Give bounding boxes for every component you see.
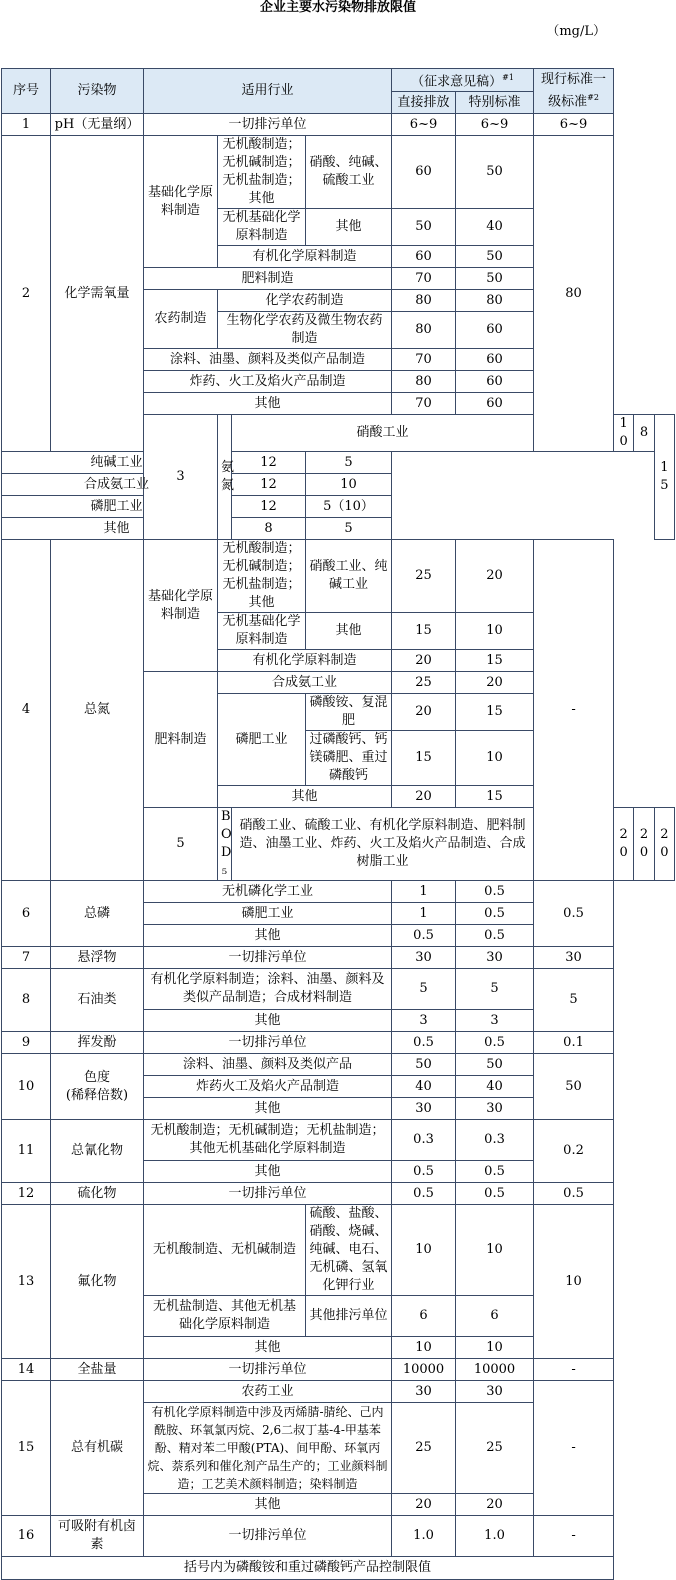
cell-direct: 20 [392, 694, 456, 731]
cell-special: 5 [456, 969, 534, 1010]
cell-industry: 硝酸工业、纯碱工业 [306, 540, 392, 613]
cell-industry: 无机基础化学原料制造 [218, 209, 306, 246]
header-row [2, 69, 675, 92]
cell-special: 5 [306, 452, 392, 474]
cell-industry: 肥料制造 [144, 672, 218, 808]
cell-industry: 其他 [306, 613, 392, 650]
cell-direct: 80 [392, 371, 456, 393]
cell-seq: 13 [2, 1205, 51, 1359]
cell-industry: 磷肥工业 [2, 496, 232, 518]
cell-direct: 6 [392, 1296, 456, 1337]
cell-direct: 15 [392, 731, 456, 786]
footnote-row [2, 1557, 675, 1580]
cell-direct: 50 [392, 209, 456, 246]
cell-special: 20 [634, 808, 654, 881]
cell-industry: 有机化学原料制造；涂料、油墨、颜料及类似产品制造；合成材料制造 [144, 969, 392, 1010]
cell-direct: 20 [392, 1494, 456, 1516]
cell-special: 3 [456, 1010, 534, 1032]
cell-special: 50 [456, 136, 534, 209]
cell-industry: 磷酸铵、复混肥 [306, 694, 392, 731]
cell-industry: 磷肥工业 [218, 694, 306, 786]
table-row [2, 1381, 675, 1403]
cell-pollutant: 石油类 [51, 969, 144, 1032]
cell-special: 50 [456, 246, 534, 268]
cell-direct: 0.3 [392, 1120, 456, 1161]
table-row [2, 1054, 675, 1076]
cell-current: 0.1 [534, 1032, 614, 1054]
cell-industry: 其他 [144, 1098, 392, 1120]
cell-seq: 11 [2, 1120, 51, 1183]
cell-special: 10 [456, 1337, 534, 1359]
cell-industry: 其他 [144, 1010, 392, 1032]
cell-pollutant: 总氮 [51, 540, 144, 881]
cell-special: 0.5 [456, 925, 534, 947]
cell-seq: 9 [2, 1032, 51, 1054]
cell-special: 15 [456, 650, 534, 672]
cell-current: 0.2 [534, 1120, 614, 1183]
cell-industry: 基础化学原料制造 [144, 540, 218, 672]
cell-seq: 8 [2, 969, 51, 1032]
cell-industry: 肥料制造 [144, 268, 392, 290]
cell-direct: 0.5 [392, 1032, 456, 1054]
cell-direct: 30 [392, 1098, 456, 1120]
table-row [2, 452, 675, 474]
cell-special: 30 [456, 947, 534, 969]
cell-industry: 其他 [144, 1494, 392, 1516]
cell-pollutant: 硫化物 [51, 1183, 144, 1205]
cell-special: 40 [456, 209, 534, 246]
table-row [2, 474, 675, 496]
cell-industry: 其他 [218, 786, 392, 808]
cell-industry: 一切排污单位 [144, 1516, 392, 1557]
cell-industry: 涂料、油墨、颜料及类似产品 [144, 1054, 392, 1076]
cell-direct: 12 [232, 474, 306, 496]
cell-direct: 40 [392, 1076, 456, 1098]
emission-limits-table [1, 68, 675, 1580]
cell-direct: 60 [392, 136, 456, 209]
header-draft: （征求意见稿）$^{\#1}$ [392, 69, 534, 92]
cell-special: 10 [456, 1205, 534, 1296]
cell-industry: 农药工业 [144, 1381, 392, 1403]
cell-special: 0.5 [456, 1161, 534, 1183]
cell-industry: 炸药、火工及焰火产品制造 [144, 371, 392, 393]
cell-industry: 其他 [144, 1161, 392, 1183]
table-row [2, 881, 675, 903]
cell-special: 15 [456, 786, 534, 808]
cell-current: 50 [534, 1054, 614, 1120]
cell-industry: 无机酸制造；无机碱制造；无机盐制造；其他无机基础化学原料制造 [144, 1120, 392, 1161]
cell-direct: 15 [392, 613, 456, 650]
cell-special: 0.5 [456, 1032, 534, 1054]
cell-special: 50 [456, 1054, 534, 1076]
cell-direct: 25 [392, 672, 456, 694]
cell-current: - [534, 540, 614, 881]
cell-pollutant: pH（无量纲） [51, 114, 144, 136]
cell-seq: 6 [2, 881, 51, 947]
cell-current: 6~9 [534, 114, 614, 136]
cell-special: 30 [456, 1098, 534, 1120]
cell-seq: 2 [2, 136, 51, 452]
cell-seq: 3 [144, 415, 218, 540]
cell-direct: 10 [392, 1337, 456, 1359]
table-row [2, 1359, 675, 1381]
cell-pollutant: 总有机碳 [51, 1381, 144, 1516]
cell-current: 5 [534, 969, 614, 1032]
cell-direct: 6~9 [392, 114, 456, 136]
cell-direct: 10000 [392, 1359, 456, 1381]
cell-industry: 磷肥工业 [144, 903, 392, 925]
cell-industry: 一切排污单位 [144, 1032, 392, 1054]
cell-industry: 无机盐制造、其他无机基础化学原料制造 [144, 1296, 306, 1337]
cell-industry: 涂料、油墨、颜料及类似产品制造 [144, 349, 392, 371]
cell-direct: 3 [392, 1010, 456, 1032]
header-industry: 适用行业 [144, 69, 392, 114]
cell-industry: 合成氨工业 [2, 474, 232, 496]
cell-special: 60 [456, 393, 534, 415]
cell-direct: 8 [232, 518, 306, 540]
cell-direct: 70 [392, 268, 456, 290]
cell-seq: 14 [2, 1359, 51, 1381]
cell-current: - [534, 1359, 614, 1381]
table-row [2, 136, 675, 209]
cell-seq: 16 [2, 1516, 51, 1557]
cell-industry: 硝酸、纯碱、硫酸工业 [306, 136, 392, 209]
cell-current: 20 [654, 808, 674, 881]
cell-special: 5（10） [306, 496, 392, 518]
cell-pollutant: 化学需氧量 [51, 136, 144, 452]
cell-direct: 80 [392, 290, 456, 312]
cell-industry: 其他 [144, 1337, 392, 1359]
table-row [2, 496, 675, 518]
cell-direct: 1 [392, 903, 456, 925]
cell-pollutant: 悬浮物 [51, 947, 144, 969]
cell-special: 0.5 [456, 903, 534, 925]
header-pollutant: 污染物 [51, 69, 144, 114]
cell-industry: 无机磷化学工业 [144, 881, 392, 903]
cell-special: 0.5 [456, 881, 534, 903]
cell-current: - [534, 1381, 614, 1516]
cell-special: 60 [456, 349, 534, 371]
cell-special: 10 [456, 613, 534, 650]
cell-industry: 其他 [2, 518, 232, 540]
table-row [2, 540, 675, 613]
cell-industry: 有机化学原料制造 [218, 246, 392, 268]
cell-pollutant: 氟化物 [51, 1205, 144, 1359]
cell-direct: 30 [392, 947, 456, 969]
cell-seq: 12 [2, 1183, 51, 1205]
table-row [2, 969, 675, 1010]
cell-industry: 其他 [144, 925, 392, 947]
cell-direct: 30 [392, 1381, 456, 1403]
cell-special: 1.0 [456, 1516, 534, 1557]
cell-direct: 70 [392, 393, 456, 415]
cell-direct: 60 [392, 246, 456, 268]
cell-direct: 70 [392, 349, 456, 371]
cell-special: 20 [456, 1494, 534, 1516]
cell-industry: 一切排污单位 [144, 947, 392, 969]
cell-special: 80 [456, 290, 534, 312]
cell-special: 20 [456, 672, 534, 694]
cell-direct: 25 [392, 540, 456, 613]
cell-special: 5 [306, 518, 392, 540]
cell-special: 60 [456, 312, 534, 349]
cell-special: 10 [306, 474, 392, 496]
cell-industry: 无机基础化学原料制造 [218, 613, 306, 650]
cell-direct: 80 [392, 312, 456, 349]
cell-current: 0.5 [534, 881, 614, 947]
cell-industry: 合成氨工业 [218, 672, 392, 694]
table-row [2, 947, 675, 969]
cell-industry: 其他排污单位 [306, 1296, 392, 1337]
cell-special: 0.3 [456, 1120, 534, 1161]
cell-special: 10000 [456, 1359, 534, 1381]
table-row [2, 1516, 675, 1557]
cell-industry: 硝酸工业、硫酸工业、有机化学原料制造、肥料制造、油墨工业、炸药、火工及焰火产品制造、合成树脂工业 [232, 808, 534, 881]
cell-pollutant: 全盐量 [51, 1359, 144, 1381]
cell-pollutant: 氨氮 [218, 415, 232, 540]
table-row [2, 1183, 675, 1205]
cell-pollutant: 色度 (稀释倍数) [51, 1054, 144, 1120]
cell-seq: 5 [144, 808, 218, 881]
cell-special: 8 [634, 415, 654, 452]
cell-industry: 无机酸制造；无机碱制造；无机盐制造；其他 [218, 136, 306, 209]
cell-direct: 12 [232, 496, 306, 518]
cell-seq: 15 [2, 1381, 51, 1516]
cell-seq: 1 [2, 114, 51, 136]
cell-industry: 纯碱工业 [2, 452, 232, 474]
cell-current: - [534, 1516, 614, 1557]
cell-special: 25 [456, 1403, 534, 1494]
cell-seq: 7 [2, 947, 51, 969]
cell-special: 20 [456, 540, 534, 613]
cell-pollutant: 总磷 [51, 881, 144, 947]
cell-industry: 硝酸工业 [232, 415, 534, 452]
cell-pollutant: 可吸附有机卤素 [51, 1516, 144, 1557]
cell-current: 10 [534, 1205, 614, 1359]
footnote: 括号内为磷酸铵和重过磷酸钙产品控制限值 [2, 1557, 614, 1580]
cell-industry: 一切排污单位 [144, 1359, 392, 1381]
cell-industry: 有机化学原料制造 [218, 650, 392, 672]
table-row [2, 1120, 675, 1161]
cell-industry: 一切排污单位 [144, 1183, 392, 1205]
cell-direct: 50 [392, 1054, 456, 1076]
cell-industry: 一切排污单位 [144, 114, 392, 136]
cell-direct: 20 [392, 650, 456, 672]
cell-special: 0.5 [456, 1183, 534, 1205]
cell-industry: 无机酸制造；无机碱制造；无机盐制造；其他 [218, 540, 306, 613]
cell-special: 30 [456, 1381, 534, 1403]
cell-direct: 5 [392, 969, 456, 1010]
cell-direct: 0.5 [392, 1161, 456, 1183]
cell-special: 10 [456, 731, 534, 786]
cell-current: 0.5 [534, 1183, 614, 1205]
table-row [2, 114, 675, 136]
cell-pollutant: 总氰化物 [51, 1120, 144, 1183]
cell-direct: 1.0 [392, 1516, 456, 1557]
cell-direct: 20 [614, 808, 634, 881]
cell-special: 6 [456, 1296, 534, 1337]
cell-direct: 12 [232, 452, 306, 474]
table-row [2, 518, 675, 540]
table-row [2, 1205, 675, 1296]
cell-pollutant: BOD₅ [218, 808, 232, 881]
cell-industry: 过磷酸钙、钙镁磷肥、重过磷酸钙 [306, 731, 392, 786]
cell-direct: 10 [614, 415, 634, 452]
cell-industry: 炸药火工及焰火产品制造 [144, 1076, 392, 1098]
cell-current: 30 [534, 947, 614, 969]
cell-seq: 4 [2, 540, 51, 881]
table-row [2, 1032, 675, 1054]
cell-direct: 0.5 [392, 1183, 456, 1205]
cell-current: 15 [654, 415, 674, 540]
cell-direct: 0.5 [392, 925, 456, 947]
cell-industry: 其他 [306, 209, 392, 246]
cell-seq: 10 [2, 1054, 51, 1120]
header-current: 现行标准一级标准$^{\#2}$ [534, 69, 614, 114]
cell-special: 40 [456, 1076, 534, 1098]
cell-direct: 1 [392, 881, 456, 903]
cell-industry: 其他 [144, 393, 392, 415]
cell-direct: 20 [392, 786, 456, 808]
cell-industry: 硫酸、盐酸、硝酸、烧碱、纯碱、电石、无机磷、氢氧化钾行业 [306, 1205, 392, 1296]
cell-special: 15 [456, 694, 534, 731]
cell-direct: 10 [392, 1205, 456, 1296]
cell-special: 6~9 [456, 114, 534, 136]
cell-industry: 有机化学原料制造中涉及丙烯腈-腈纶、己内酰胺、环氧氯丙烷、2,6二叔丁基-4-甲基苯酚、精对苯二甲酸(PTA)、间甲酚、环氧丙烷、萘系列和催化剂产品生产的；工业颜料制造；工艺美术颜料制造；染料制造 [144, 1403, 392, 1494]
cell-special: 60 [456, 371, 534, 393]
cell-industry: 生物化学农药及微生物农药制造 [218, 312, 392, 349]
cell-industry: 农药制造 [144, 290, 218, 349]
cell-pollutant: 挥发酚 [51, 1032, 144, 1054]
cell-special: 50 [456, 268, 534, 290]
header-special: 特别标准 [456, 92, 534, 114]
cell-current: 80 [534, 136, 614, 452]
unit-label: （mg/L） [546, 24, 606, 39]
cell-direct: 25 [392, 1403, 456, 1494]
header-direct: 直接排放 [392, 92, 456, 114]
header-seq: 序号 [2, 69, 51, 114]
page-title: 企业主要水污染物排放限值 [259, 0, 416, 15]
cell-industry: 化学农药制造 [218, 290, 392, 312]
cell-industry: 无机酸制造、无机碱制造 [144, 1205, 306, 1296]
cell-industry: 基础化学原料制造 [144, 136, 218, 268]
